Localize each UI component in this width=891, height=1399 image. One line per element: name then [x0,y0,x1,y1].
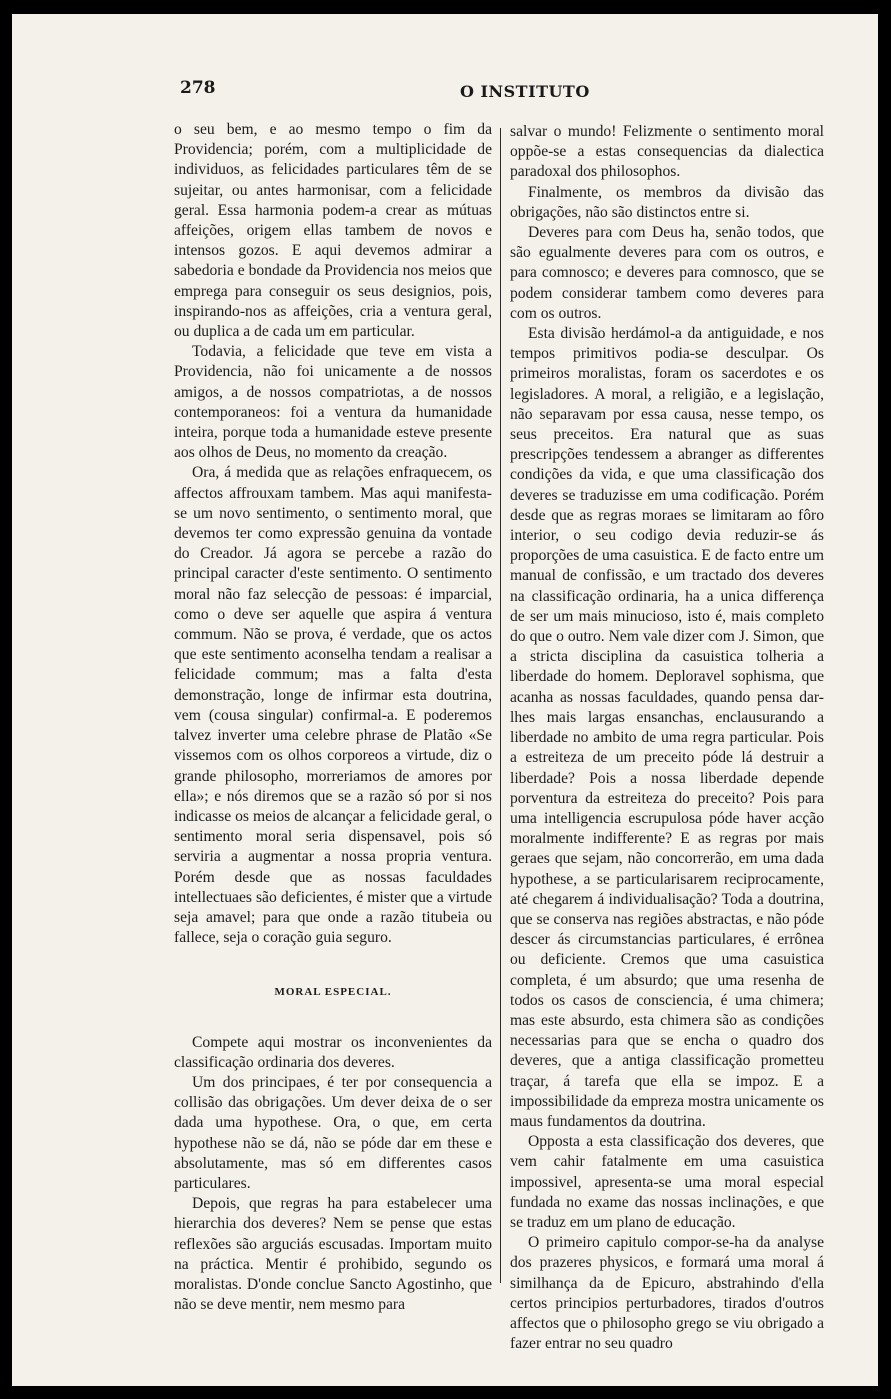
running-title: O INSTITUTO [460,82,590,101]
paragraph: salvar o mundo! Felizmente o sentimento moral oppõe-se a estas consequencias da dialectica paradoxal dos philosophos. [510,123,824,181]
section-heading: MORAL ESPECIAL. [274,986,392,999]
page-number: 278 [180,78,216,98]
paragraph: Deveres para com Deus ha, senão todos, que são egualmente deveres para com os outros, e para comnosco; e deveres para comnosco, que se podem considerar tambem como deveres para com os outros. [510,224,824,322]
column-divider [500,128,501,1283]
paragraph: Ora, á medida que as relações enfraquecem, os affectos affrouxam tambem. Mas aqui manifesta-se um novo sentimento, o sentimento moral, que devemos ter como expressão genuina da vontade do Creador. Já agora se percebe a razão do principal caracter d'este sentimento. O sentimento moral não faz selecção de pessoas: é imparcial, como o deve ser aquelle que aspira á ventura commum. Não se prova, é verdade, que os actos que este sentimento aconselha tendam a realisar a felicidade commum; mas a falta d'esta demonstração, longe de infirmar esta doutrina, vem (cousa singular) confirmal-a. E poderemos talvez inverter uma celebre phrase de Platão «Se vissemos com os olhos corporeos a virtude, diz o grande philosopho, morreriamos de amores por ella»; e nós diremos que se a razão só por si nos indicasse os meios de alcançar a felicidade geral, o sentimento moral seria dispensavel, pois só serviria a augmentar a nossa propria ventura. Porém desde que as nossas faculdades intellectuaes são deficientes, é mister que a virtude seja amavel; para que onde a razão titubeia ou fallece, seja o coração guia seguro. [174,464,492,947]
paragraph: Finalmente, os membros da divisão das obrigações, não são distinctos entre si. [510,183,824,221]
left-column [174,120,492,1315]
paragraph: Esta divisão herdámol-a da antiguidade, e nos tempos primitivos podia-se desculpar. Os primeiros moralistas, foram os sacerdotes e os legisladores. A moral, a religião, e a legislação, não separavam por essa causa, nesse tempo, os seus preceitos. Era natural que as suas prescripções tendessem a abranger as differentes condições da vida, e que uma classificação dos deveres se traduzisse em uma codificação. Porém desde que as regras moraes se limitaram ao fôro interior, o seu codigo devia reduzir-se ás proporções de uma casuistica. E de facto entre um manual de confissão, e um tractado dos deveres na classificação ordinaria, ha a unica differença de ser um mais minucioso, isto é, mais completo do que o outro. Nem vale dizer com J. Simon, que a stricta disciplina da casuistica tolheria a liberdade do homem. Deploravel sophisma, que acanha as nossas faculdades, quando pensa dar-lhes mais largas ensanchas, enclausurando a liberdade no ambito de uma regra particular. Pois a estreiteza de um preceito póde lá destruir a liberdade? Pois a nossa liberdade depende porventura da estreiteza do preceito? Pois para uma intelligencia escrupulosa póde haver acção moralmente indifferente? E as regras por mais geraes que sejam, não concorrerão, em uma dada hypothese, a se particularisarem reciprocamente, até chegarem á individualisação? Toda a doutrina, que se conserva nas regiões abstractas, e não póde descer ás circumstancias particulares, é errônea ou deficiente. Cremos que uma casuistica completa, é um absurdo; que uma resenha de todos os casos de consciencia, é uma chimera; mas este absurdo, esta chimera são as condições necessarias para que se encha o quadro dos deveres, que a antiga classificação prometteu traçar, á tarefa que ella se impoz. E a impossibilidade da empreza mostra unicamente os maus fundamentos da doutrina. [510,325,824,1130]
paragraph: Um dos principaes, é ter por consequencia a collisão das obrigações. Um dever deixa de o ser dada uma hypothese. Ora, o que, em certa hypothese não se dá, não se póde dar em these e absolutamente, mas só em differentes casos particulares. [174,1073,492,1192]
paragraph: o seu bem, e ao mesmo tempo o fim da Providencia; porém, com a multiplicidade de individuos, as felicidades particulares têm de se sujeitar, ou antes harmonisar, com a felicidade geral. Essa harmonia podem-a crear as mútuas affeições, origem ellas tambem de novos e intensos gozos. E aqui devemos admirar a sabedoria e bondade da Providencia nos meios que emprega para conseguir os seus designios, pois, inspirando-nos as affeições, cria a ventura geral, ou duplica a de cada um em particular. [174,121,492,341]
paragraph: Todavia, a felicidade que teve em vista a Providencia, não foi unicamente a de nossos amigos, a de nossos compatriotas, a de nossos contemporaneos: foi a ventura da humanidade inteira, porque toda a humanidade esteve presente aos olhos de Deus, no momento da creação. [174,343,492,462]
paragraph: O primeiro capitulo compor-se-ha da analyse dos prazeres physicos, e formará uma moral á similhança da de Epicuro, abstrahindo d'ella certos principios perturbadores, tirados d'outros affectos que o philosopho grego se viu obrigado a fazer entrar no seu quadro [510,1234,824,1353]
right-column [510,122,824,1354]
paragraph: Depois, que regras ha para estabelecer uma hierarchia dos deveres? Nem se pense que estas reflexões são arguciás escusadas. Importam muito na práctica. Mentir é prohibido, segundo os moralistas. D'onde conclue Sancto Agostinho, que não se deve mentir, nem mesmo para [174,1195,492,1314]
paragraph: Compete aqui mostrar os inconvenientes da classificação ordinaria dos deveres. [174,1033,492,1071]
paragraph: Opposta a esta classificação dos deveres, que vem cahir fatalmente em uma casuistica impossivel, apresenta-se uma moral especial fundada no exame das nossas inclinações, e que se traduz em um plano de educação. [510,1133,824,1231]
